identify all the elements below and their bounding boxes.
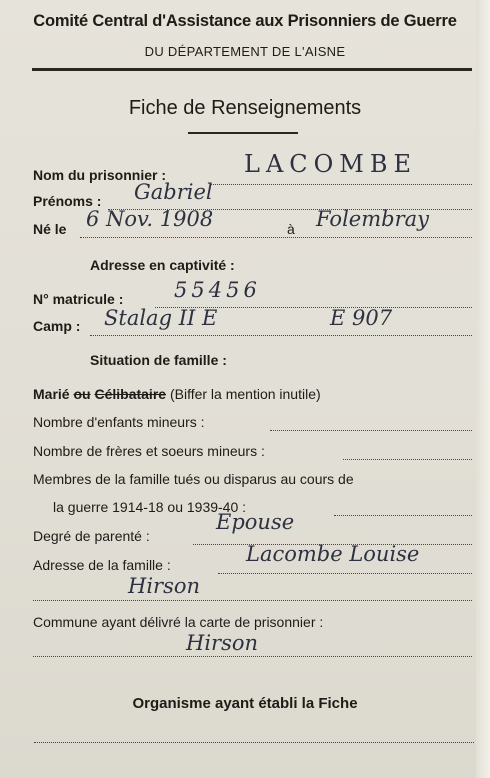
department-heading: DU DÉPARTEMENT DE L'AISNE (144, 44, 346, 59)
ne-date-value: 6 Nov. 1908 (86, 207, 214, 231)
commune-label: Commune ayant délivré la carte de prisonnier : (33, 614, 324, 630)
organisme-heading: Organisme ayant établi la Fiche (132, 695, 358, 712)
membres-label-line1: Membres de la famille tués ou disparus au cours de (33, 471, 354, 487)
organization-heading: Comité Central d'Assistance aux Prisonniers de Guerre (33, 12, 457, 30)
nom-value: LACOMBE (244, 150, 418, 178)
membres-line (334, 515, 472, 516)
matricule-value: 55456 (174, 278, 261, 302)
adresse-famille-line (218, 573, 472, 574)
marie-option: Marié (33, 386, 70, 402)
freres-label: Nombre de frères et soeurs mineurs : (33, 443, 265, 459)
commune-line (33, 656, 472, 657)
commune-value: Hirson (186, 631, 259, 655)
ne-a-label: à (287, 221, 295, 237)
prenoms-label: Prénoms : (33, 193, 102, 209)
ne-label: Né le (33, 221, 67, 237)
nom-label: Nom du prisonnier : (33, 167, 166, 183)
adresse-famille-value-2: Hirson (128, 574, 201, 598)
adresse-captivite-heading: Adresse en captivité : (90, 257, 235, 273)
matricule-label: N° matricule : (33, 291, 124, 307)
form-title: Fiche de Renseignements (128, 97, 362, 119)
adresse-famille-value: Lacombe Louise (246, 542, 420, 566)
marital-status-row (33, 386, 321, 402)
header-rule (32, 68, 472, 71)
situation-heading: Situation de famille : (90, 352, 227, 368)
celibataire-option: Célibataire (94, 386, 167, 402)
camp-line (90, 335, 472, 336)
card-edge (476, 0, 490, 778)
prenoms-value: Gabriel (134, 180, 213, 204)
enfants-label: Nombre d'enfants mineurs : (33, 414, 205, 430)
freres-line (343, 459, 472, 460)
adresse-famille-line-2 (33, 600, 472, 601)
adresse-famille-label: Adresse de la famille : (33, 557, 171, 573)
camp-extra-value: E 907 (330, 306, 393, 330)
ou-text: ou (73, 386, 91, 402)
organisme-line (34, 742, 474, 743)
camp-value: Stalag II E (104, 306, 218, 330)
nom-line (210, 184, 472, 185)
camp-label: Camp : (33, 318, 81, 334)
biffer-instruction: (Biffer la mention inutile) (169, 386, 321, 402)
ne-place-value: Folembray (316, 207, 429, 231)
membres-label-line2: la guerre 1914-18 ou 1939-40 : (53, 499, 247, 515)
enfants-line (270, 430, 472, 431)
ne-line (80, 237, 472, 238)
title-underline (188, 132, 298, 134)
degre-label: Degré de parenté : (33, 528, 150, 544)
degre-value: Epouse (216, 510, 295, 534)
